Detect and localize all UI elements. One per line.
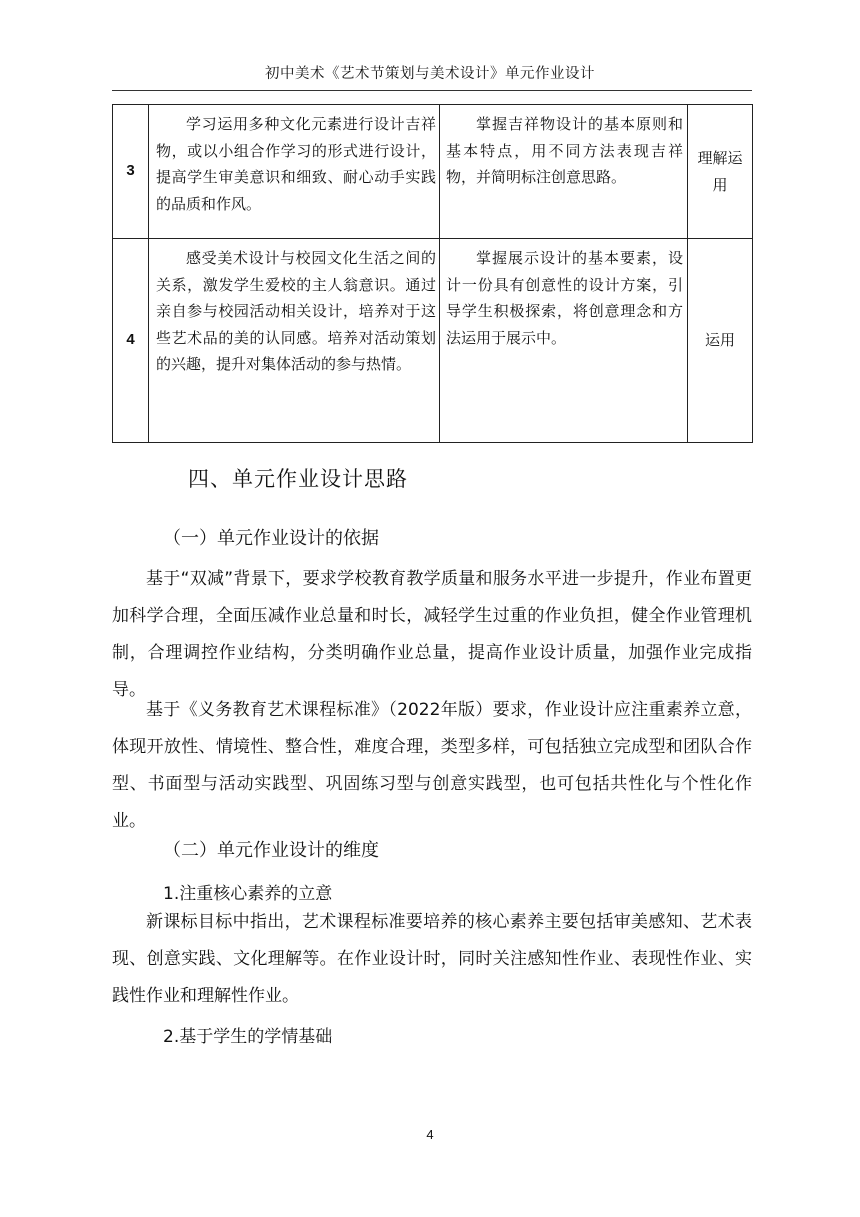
paragraph: 基于“双减”背景下，要求学校教育教学质量和服务水平进一步提升，作业布置更加科学合理，全面压减作业总量和时长，减轻学生过重的作业负担，健全作业管理机制，合理调控作业结构，分类明确作业总量，提高作业设计质量，加强作业完成指导。	[112, 569, 752, 700]
goals-table	[112, 104, 753, 443]
subsection-heading: （二）单元作业设计的维度	[163, 840, 379, 861]
header-divider	[112, 90, 752, 91]
row-number: 3	[113, 105, 149, 239]
section-heading: 四、单元作业设计思路	[188, 467, 408, 491]
goal-cell	[149, 105, 440, 239]
page-header-title: 初中美术《艺术节策划与美术设计》单元作业设计	[265, 66, 595, 82]
item-title: 1.注重核心素养的立意	[163, 884, 333, 904]
level-cell: 理解运用	[688, 105, 753, 239]
focus-cell	[440, 105, 688, 239]
goal-text: 感受美术设计与校园文化生活之间的关系，激发学生爱校的主人翁意识。通过亲自参与校园活动相关设计，培养对于这些艺术品的美的认同感。培养对活动策划的兴趣，提升对集体活动的参与热情。	[156, 249, 436, 373]
table-row	[113, 105, 753, 239]
subsection-heading: （一）单元作业设计的依据	[163, 528, 379, 549]
focus-text: 掌握吉祥物设计的基本原则和基本特点，用不同方法表现吉祥物，并简明标注创意思路。	[446, 115, 683, 186]
paragraph: 新课标目标中指出，艺术课程标准要培养的核心素养主要包括审美感知、艺术表现、创意实践、文化理解等。在作业设计时，同时关注感知性作业、表现性作业、实践性作业和理解性作业。	[112, 912, 752, 1006]
page-number: 4	[426, 1127, 434, 1142]
row-number: 4	[113, 239, 149, 443]
table-row	[113, 239, 753, 443]
paragraph: 基于《义务教育艺术课程标准》（2022年版）要求，作业设计应注重素养立意，体现开放性、情境性、整合性，难度合理，类型多样，可包括独立完成型和团队合作型、书面型与活动实践型、巩固练习型与创意实践型，也可包括共性化与个性化作业。	[112, 700, 752, 831]
focus-cell	[440, 239, 688, 443]
goal-text: 学习运用多种文化元素进行设计吉祥物，或以小组合作学习的形式进行设计，提高学生审美意识和细致、耐心动手实践的品质和作风。	[156, 115, 436, 213]
focus-text: 掌握展示设计的基本要素，设计一份具有创意性的设计方案，引导学生积极探索，将创意理念和方法运用于展示中。	[446, 249, 683, 347]
item-title: 2.基于学生的学情基础	[163, 1027, 333, 1047]
level-cell: 运用	[688, 239, 753, 443]
goal-cell	[149, 239, 440, 443]
